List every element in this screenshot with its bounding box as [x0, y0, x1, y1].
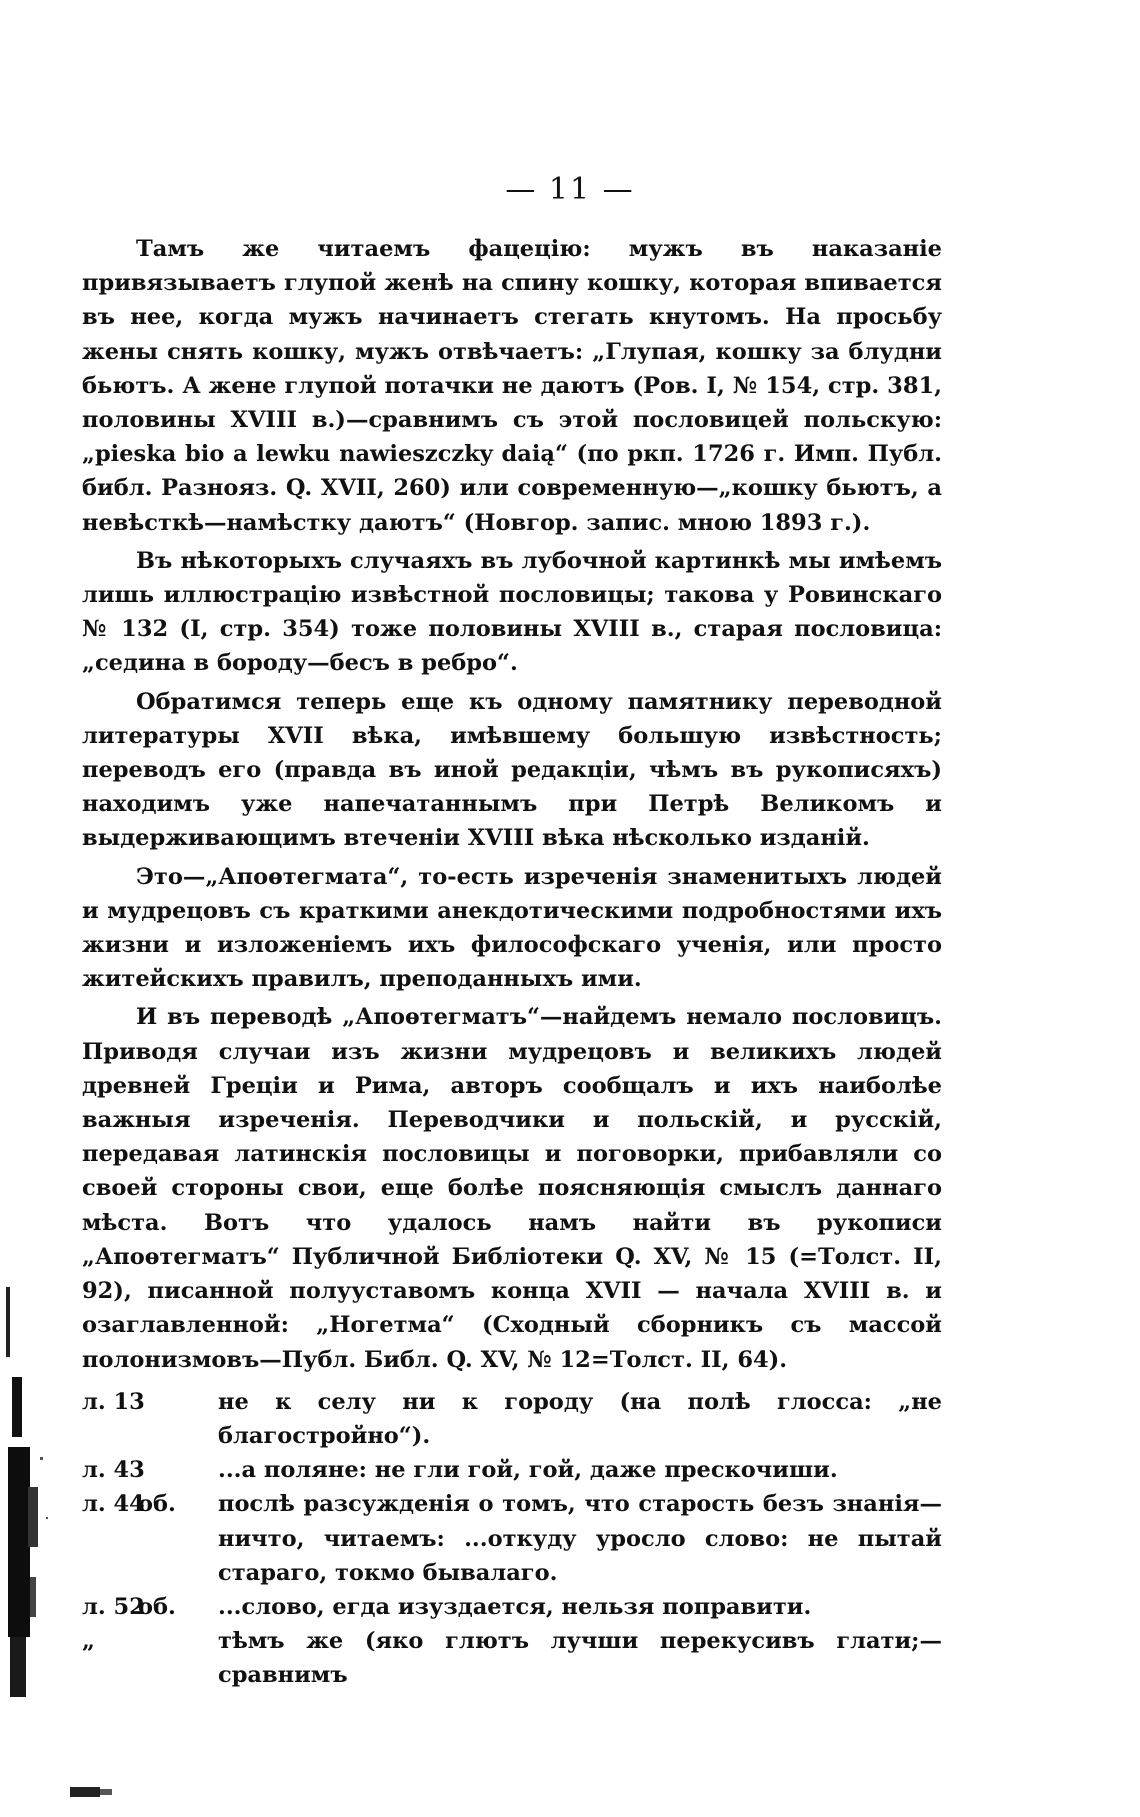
paragraph: Это—„Апоѳтегмата“, то-есть изреченія знаменитыхъ людей и мудрецовъ съ краткими анекдотическими подробностями ихъ жизни и изложеніемъ ихъ философскаго ученія, или просто житейскихъ правилъ, преподанныхъ ими. — [82, 863, 942, 993]
reference-entry — [82, 1590, 942, 1624]
reference-folio: л. 52 — [82, 1593, 145, 1620]
reference-text: послѣ разсужденія о томъ, что старость безъ знанія—ничто, читаемъ: ...откуду уросло слово: не пытай стараго, токмо бывалаго. — [218, 1491, 942, 1586]
reference-folio: л. 43 — [82, 1457, 145, 1484]
paragraph: Въ нѣкоторыхъ случаяхъ въ лубочной картинкѣ мы имѣемъ лишь иллюстрацію извѣстной пословицы; такова у Ровинскаго № 132 (I, стр. 354) тоже половины XVIII в., старая пословица: „седина в бороду—бесъ в ребро“. — [82, 547, 942, 677]
reference-entry — [82, 1487, 942, 1590]
reference-entry — [82, 1385, 942, 1453]
paragraph: Тамъ же читаемъ фацецію: мужъ въ наказаніе привязываетъ глупой женѣ на спину кошку, которая впивается въ нее, когда мужъ начинаетъ стегать кнутомъ. На просьбу жены снять кошку, мужъ отвѣчаетъ: „Глупая, кошку за блудни бьютъ. А жене глупой потачки не даютъ (Ров. I, № 154, стр. 381, половины XVIII в.)—сравнимъ съ этой пословицей польскую: „pieska bio a lewku nawieszczky daią“ (по ркп. 1726 г. Имп. Публ. библ. Разнояз. Q. XVII, 260) или современную—„кошку бьютъ, а невѣсткѣ—намѣстку даютъ“ (Новгор. запис. мною 1893 г.). — [82, 236, 942, 536]
reference-text: не к селу ни к городу (на полѣ глосса: „не благостройно“). — [218, 1388, 942, 1449]
reference-text: ...слово, егда изуздается, нельзя поправити. — [218, 1593, 812, 1620]
page-number: — 11 — — [505, 172, 635, 207]
reference-side — [138, 1385, 218, 1453]
paragraph: И въ переводѣ „Апоѳтегматъ“—найдемъ немало пословицъ. Приводя случаи изъ жизни мудрецовъ и великихъ людей древней Греціи и Рима, авторъ сообщалъ и ихъ наиболѣе важныя изреченія. Переводчики и польскій, и русскій, передавая латинскія пословицы и поговорки, прибавляли со своей стороны свои, еще болѣе поясняющія смыслъ даннаго мѣста. Вотъ что удалось намъ найти въ рукописи „Апоѳтегматъ“ Публичной Библіотеки Q. XV, № 15 (=Толст. II, 92), писанной полууставомъ конца XVII — начала XVIII в. и озаглавленной: „Ногетма“ (Сходный сборникъ съ массой полонизмовъ—Публ. Библ. Q. XV, № 12=Толст. II, 64). — [82, 1004, 942, 1373]
reference-folio: л. 44 — [82, 1491, 145, 1518]
manuscript-reference-list — [82, 1385, 942, 1693]
paragraph: Обратимся теперь еще къ одному памятнику переводной литературы XVII вѣка, имѣвшему большую извѣстность; переводъ его (правда въ иной редакціи, чѣмъ въ рукописяхъ) находимъ уже напечатаннымъ при Петрѣ Великомъ и выдерживающимъ втеченіи XVIII вѣка нѣсколько изданій. — [82, 688, 942, 852]
reference-entry — [82, 1624, 942, 1692]
reference-folio: „ — [82, 1628, 95, 1655]
scan-edge-artifact — [0, 1257, 145, 1817]
reference-text: тѣмъ же (яко глютъ лучши перекусивъ глати;—сравнимъ — [218, 1628, 942, 1689]
reference-side — [138, 1624, 218, 1692]
reference-side: об. — [138, 1491, 176, 1518]
reference-side: об. — [138, 1593, 176, 1620]
body-text — [82, 232, 942, 1693]
reference-text: ...а поляне: не гли гой, гой, даже прескочиши. — [218, 1457, 838, 1484]
reference-entry — [82, 1453, 942, 1487]
reference-folio: л. 13 — [82, 1388, 145, 1415]
reference-side — [138, 1453, 218, 1487]
